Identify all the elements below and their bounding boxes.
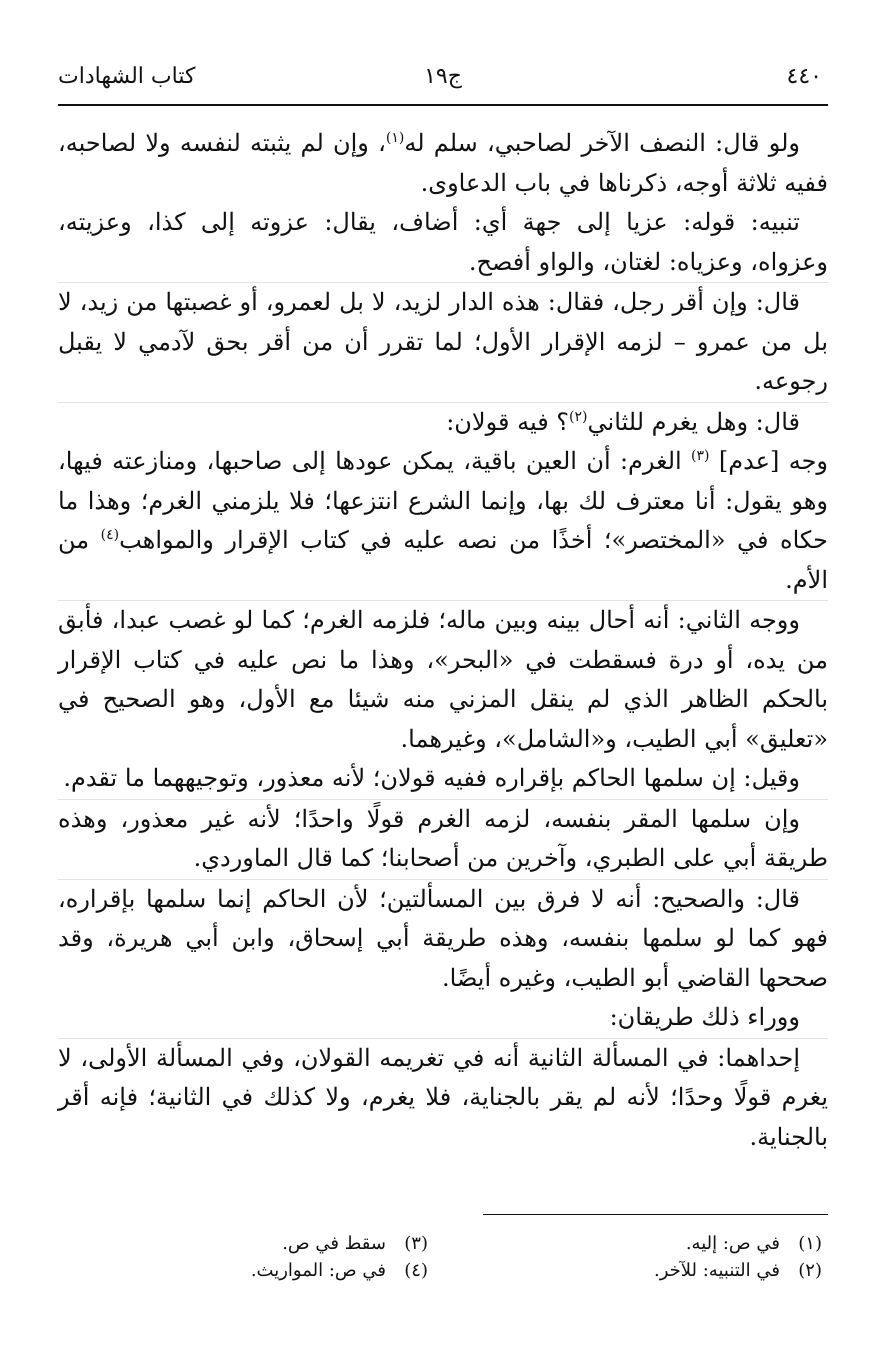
footnote-reference: (٣) bbox=[691, 448, 710, 464]
text-run: ووجه الثاني: أنه أحال بينه وبين ماله؛ فلزمه الغرم؛ كما لو غصب عبدا، فأبق من يده، أو درة فسقطت في «البحر»، وهذا ما نص عليه في كتاب الإقرار بالحكم الظاهر الذي لم ينقل المزني منه شيئا مع الأول، وهو الصحيح في «تعليق» أبي الطيب، و«الشامل»، وغيرهما. bbox=[58, 606, 828, 753]
text-run: قال: وهل يغرم للثاني bbox=[587, 407, 800, 436]
paragraph bbox=[58, 759, 828, 800]
paragraph bbox=[58, 998, 828, 1039]
text-run: الغرم: أن العين باقية، يمكن عودها إلى صاحبها، ومنازعته فيها، وهو يقول: أنا معترف لك بها، وإنما الشرع انتزعها؛ فلا يلزمني الغرم؛ وهذا ما حكاه في «المختصر»؛ أخذًا من نصه عليه في كتاب الإقرار والمواهب bbox=[58, 447, 828, 554]
paragraph bbox=[58, 403, 828, 443]
paragraph bbox=[58, 283, 828, 403]
footnote-divider bbox=[483, 1214, 828, 1215]
footnotes-column-left bbox=[68, 1230, 428, 1284]
text-run: قال: وإن أقر رجل، فقال: هذه الدار لزيد، لا بل لعمرو، أو غصبتها من زيد، لا بل من عمرو – لزمه الإقرار الأول؛ لما تقرر أن من أقر بحق لآدمي لا يقبل رجوعه. bbox=[58, 288, 828, 395]
footnote-reference: (١) bbox=[385, 130, 405, 146]
text-run: تنبيه: قوله: عزيا إلى جهة أي: أضاف، يقال: عزوته إلى كذا، وعزيته، وعزواه، وعزياه: لغتان، والواو أفصح. bbox=[58, 208, 828, 276]
text-run: قال: والصحيح: أنه لا فرق بين المسألتين؛ لأن الحاكم إنما سلمها بإقراره، فهو كما لو سلمها بنفسه، وهذه طريقة أبي إسحاق، وابن أبي هريرة، وقد صححها القاضي أبو الطيب، وغيره أيضًا. bbox=[58, 884, 828, 992]
page-number: ٤٤٠ bbox=[786, 64, 822, 89]
paragraph bbox=[58, 880, 828, 999]
paragraph bbox=[58, 800, 828, 880]
footnote-reference: (٤) bbox=[100, 527, 120, 543]
text-run: وإن سلمها المقر بنفسه، لزمه الغرم قولًا واحدًا؛ لأنه غير معذور، وهذه طريقة أبي على الطبري، وآخرين من أصحابنا؛ كما قال الماوردي. bbox=[58, 804, 828, 872]
paragraph bbox=[58, 124, 828, 203]
footnote-number: (٣) bbox=[404, 1233, 428, 1254]
footnote-text: سقط في ص. bbox=[282, 1233, 386, 1254]
paragraph bbox=[58, 203, 828, 283]
footnote-text: في ص: المواريث. bbox=[250, 1260, 386, 1281]
text-run: ولو قال: النصف الآخر لصاحبي، سلم له bbox=[404, 129, 801, 157]
text-run: ؟ فيه قولان: bbox=[446, 407, 570, 436]
main-text bbox=[58, 124, 828, 1157]
paragraph bbox=[58, 1039, 828, 1158]
footnotes-column-right bbox=[462, 1230, 822, 1284]
book-title: كتاب الشهادات bbox=[58, 64, 196, 89]
text-run: ، وإن لم يثبته لنفسه ولا لصاحبه، ففيه ثلاثة أوجه، ذكرناها في باب الدعاوى. bbox=[58, 129, 828, 197]
paragraph bbox=[58, 601, 828, 759]
text-run: ووراء ذلك طريقان: bbox=[609, 1003, 800, 1031]
text-run: وجه [عدم] bbox=[709, 447, 828, 475]
footnote-number: (٤) bbox=[404, 1260, 428, 1281]
footnote-number: (١) bbox=[798, 1233, 822, 1254]
footnote-item bbox=[462, 1230, 822, 1257]
text-run: من الأم. bbox=[58, 526, 828, 594]
text-run: إحداهما: في المسألة الثانية أنه في تغريمه القولان، وفي المسألة الأولى، لا يغرم قولًا وحدًا؛ لأنه لم يقر بالجناية، فلا يغرم، ولا كذلك في الثانية؛ فإنه أقر بالجناية. bbox=[58, 1043, 828, 1151]
footnote-reference: (٢) bbox=[569, 408, 588, 425]
footnote-item bbox=[462, 1257, 822, 1284]
footnote-number: (٢) bbox=[798, 1260, 822, 1281]
page-header bbox=[58, 58, 828, 106]
footnote-item bbox=[68, 1257, 428, 1284]
paragraph bbox=[58, 442, 828, 601]
footnote-text: في التنبيه: للآخر. bbox=[654, 1260, 780, 1281]
text-run: وقيل: إن سلمها الحاكم بإقراره ففيه قولان؛ لأنه معذور، وتوجيههما ما تقدم. bbox=[63, 764, 800, 792]
document-page bbox=[58, 58, 828, 1348]
volume-label: ج١٩ bbox=[424, 64, 462, 89]
footnote-text: في ص: إليه. bbox=[685, 1233, 780, 1254]
footnote-item bbox=[68, 1230, 428, 1257]
